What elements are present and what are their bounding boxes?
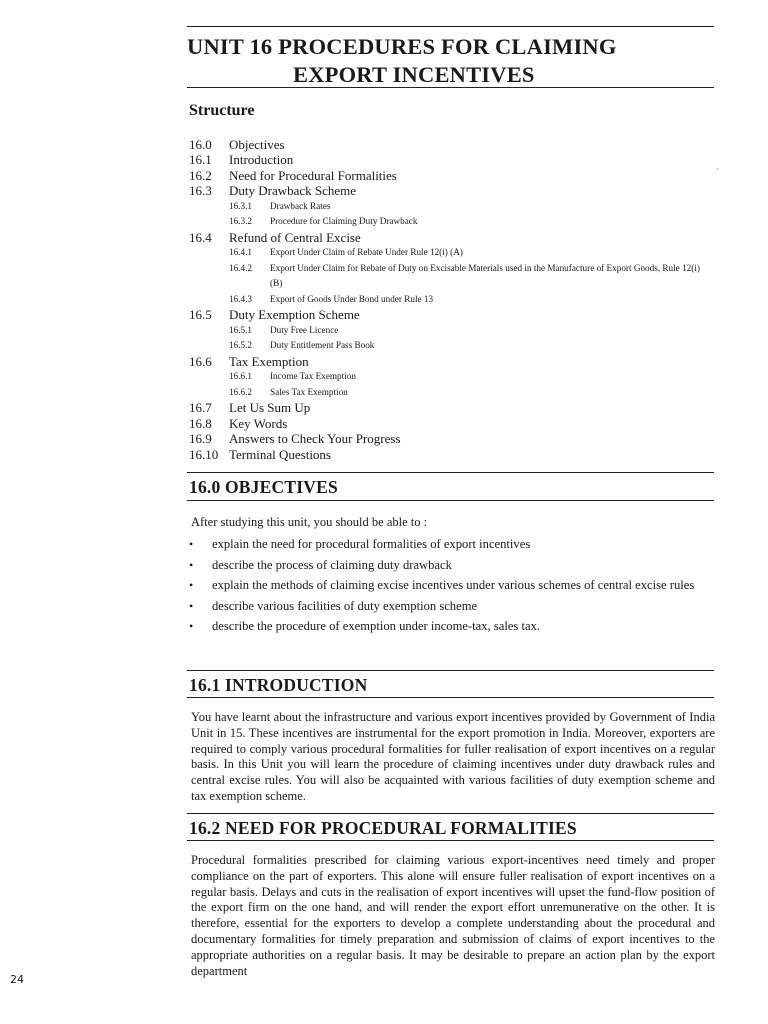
toc-item [189, 245, 714, 261]
toc-item [189, 431, 714, 446]
toc-item-number: 16.3 [189, 183, 212, 199]
toc-item [189, 338, 714, 354]
toc-item-label: Terminal Questions [229, 446, 331, 462]
toc-item-label: Export Under Claim of Rebate Under Rule 12(i) (A) [270, 247, 463, 258]
toc-item-label: Key Words [229, 415, 288, 431]
toc-item-number: 16.3.2 [229, 216, 252, 227]
structure-heading: Structure [189, 102, 255, 119]
toc-item [189, 447, 714, 462]
bullet-dot-icon: • [189, 557, 194, 572]
toc-item-number: 16.2 [189, 167, 212, 183]
toc-item-label: Drawback Rates [270, 200, 331, 211]
toc-item [189, 354, 714, 369]
toc-item-label: Let Us Sum Up [229, 400, 311, 416]
objectives-intro: After studying this unit, you should be able to : [191, 515, 428, 529]
toc-item-label: Need for Procedural Formalities [229, 167, 397, 183]
toc-item-label: Export of Goods Under Bond under Rule 13 [270, 293, 434, 304]
toc-item [189, 416, 714, 431]
toc-item [189, 385, 714, 401]
top-rule [187, 26, 714, 27]
toc-item-number: 16.0 [189, 137, 212, 152]
need-paragraph: Procedural formalities prescribed for claiming various export-incentives need timely and proper compliance on the part of exporters. This alone will ensure fuller realisation of export incentives on a regular basis. Delays and cuts in the realisation of export incentives will upset the fund-flow position of the export firm on the one hand, and will render the export effort unremunerative on the other. It is therefore, essential for the exporters to develop a complete understanding about the procedural and documentary formalities for timely preparation and submission of claims of export incentives to the appropriate authorities on a regular basis. It may be desirable to prepare an action plan by the export department [191, 853, 715, 978]
toc-item-number: 16.4.1 [229, 247, 252, 258]
toc-item-label: Introduction [229, 152, 294, 168]
objective-bullet-item [189, 619, 715, 635]
toc-item-number: 16.3.1 [229, 200, 252, 211]
toc-item-number: 16.6.2 [229, 386, 252, 397]
toc-item-number: 16.9 [189, 431, 212, 447]
need-top-rule [187, 813, 714, 814]
toc-item-number: 16.5.2 [229, 340, 252, 351]
toc-item-number: 16.6 [189, 353, 212, 369]
toc-item [189, 400, 714, 415]
toc-item-number: 16.8 [189, 415, 212, 431]
toc-item-label: Income Tax Exemption [270, 371, 356, 382]
bullet-dot-icon: • [189, 537, 194, 551]
toc-item-number: 16.10 [189, 446, 219, 462]
toc-item-label: Refund of Central Excise [229, 229, 361, 245]
toc-item [189, 261, 714, 292]
stray-mark: ` [716, 168, 720, 179]
toc-item [189, 307, 714, 322]
toc-item-number: 16.6.1 [229, 371, 252, 382]
toc-item-label: Duty Free Licence [270, 324, 339, 335]
toc-item [189, 137, 714, 152]
objective-bullet-text: describe the process of claiming duty drawback [212, 557, 452, 572]
unit-title-line-2: EXPORT INCENTIVES [293, 62, 535, 87]
toc-item-label: Duty Exemption Scheme [229, 307, 360, 323]
introduction-top-rule [187, 670, 714, 671]
unit-title-line-1: UNIT 16 PROCEDURES FOR CLAIMING [187, 34, 617, 59]
need-heading: 16.2 NEED FOR PROCEDURAL FORMALITIES [189, 818, 577, 838]
objective-bullet-text: describe various facilities of duty exemption scheme [212, 598, 478, 613]
toc-item-number: 16.4 [189, 229, 212, 245]
objectives-bottom-rule [187, 500, 714, 501]
page-number: 24 [10, 973, 24, 986]
toc-item-label: Duty Entitlement Pass Book [270, 340, 375, 351]
objective-bullet-item [189, 537, 715, 553]
introduction-bottom-rule [187, 697, 714, 698]
toc-item-label: Tax Exemption [229, 353, 309, 369]
toc-item [189, 323, 714, 339]
toc-item-label: Objectives [229, 137, 285, 152]
bullet-dot-icon: • [189, 598, 194, 613]
introduction-heading: 16.1 INTRODUCTION [189, 675, 368, 695]
objective-bullet-text: describe the procedure of exemption under income-tax, sales tax. [212, 619, 541, 634]
objective-bullet-item [189, 599, 715, 615]
title-underline [187, 87, 714, 88]
toc-item-label: Export Under Claim for Rebate of Duty on Excisable Materials used in the Manufacture of Export Goods, Rule 12(i) (B) [270, 262, 700, 289]
toc-item [189, 230, 714, 245]
toc-item [189, 183, 714, 198]
bullet-dot-icon: • [189, 578, 194, 593]
toc-item-number: 16.7 [189, 400, 212, 416]
toc-item-label: Sales Tax Exemption [270, 386, 348, 397]
structure-list [189, 137, 714, 462]
objective-bullet-item [189, 578, 715, 594]
toc-item [189, 292, 714, 308]
unit-title [187, 33, 714, 89]
toc-item-number: 16.4.3 [229, 293, 252, 304]
toc-item-number: 16.5.1 [229, 324, 252, 335]
toc-item [189, 214, 714, 230]
need-bottom-rule [187, 840, 714, 841]
objectives-bullet-list [189, 537, 715, 640]
toc-item [189, 168, 714, 183]
toc-item-number: 16.5 [189, 307, 212, 323]
bullet-dot-icon: • [189, 619, 194, 634]
introduction-paragraph: You have learnt about the infrastructure and various export incentives provided by Government of India Unit in 15. These incentives are instrumental for the export promotion in India. Moreover, exporters are required to comply various procedural formalities for fuller realisation of export incentives on a regular basis. In this Unit you will learn the procedure of claiming incentives under duty drawback rules and central excise rules. You will also be acquainted with various facilities of duty exemption scheme and tax exemption scheme. [191, 710, 715, 803]
toc-item [189, 369, 714, 385]
toc-item-number: 16.4.2 [229, 262, 252, 273]
objectives-heading: 16.0 OBJECTIVES [189, 477, 338, 497]
toc-item [189, 152, 714, 167]
toc-item-label: Answers to Check Your Progress [229, 431, 401, 447]
toc-item-label: Procedure for Claiming Duty Drawback [270, 216, 418, 227]
objective-bullet-text: explain the methods of claiming excise incentives under various schemes of central excise rules [212, 578, 695, 593]
objective-bullet-text: explain the need for procedural formalities of export incentives [212, 537, 531, 551]
objective-bullet-item [189, 558, 715, 574]
toc-item-number: 16.1 [189, 152, 212, 168]
toc-item [189, 199, 714, 215]
objectives-top-rule [187, 472, 714, 473]
toc-item-label: Duty Drawback Scheme [229, 183, 357, 199]
